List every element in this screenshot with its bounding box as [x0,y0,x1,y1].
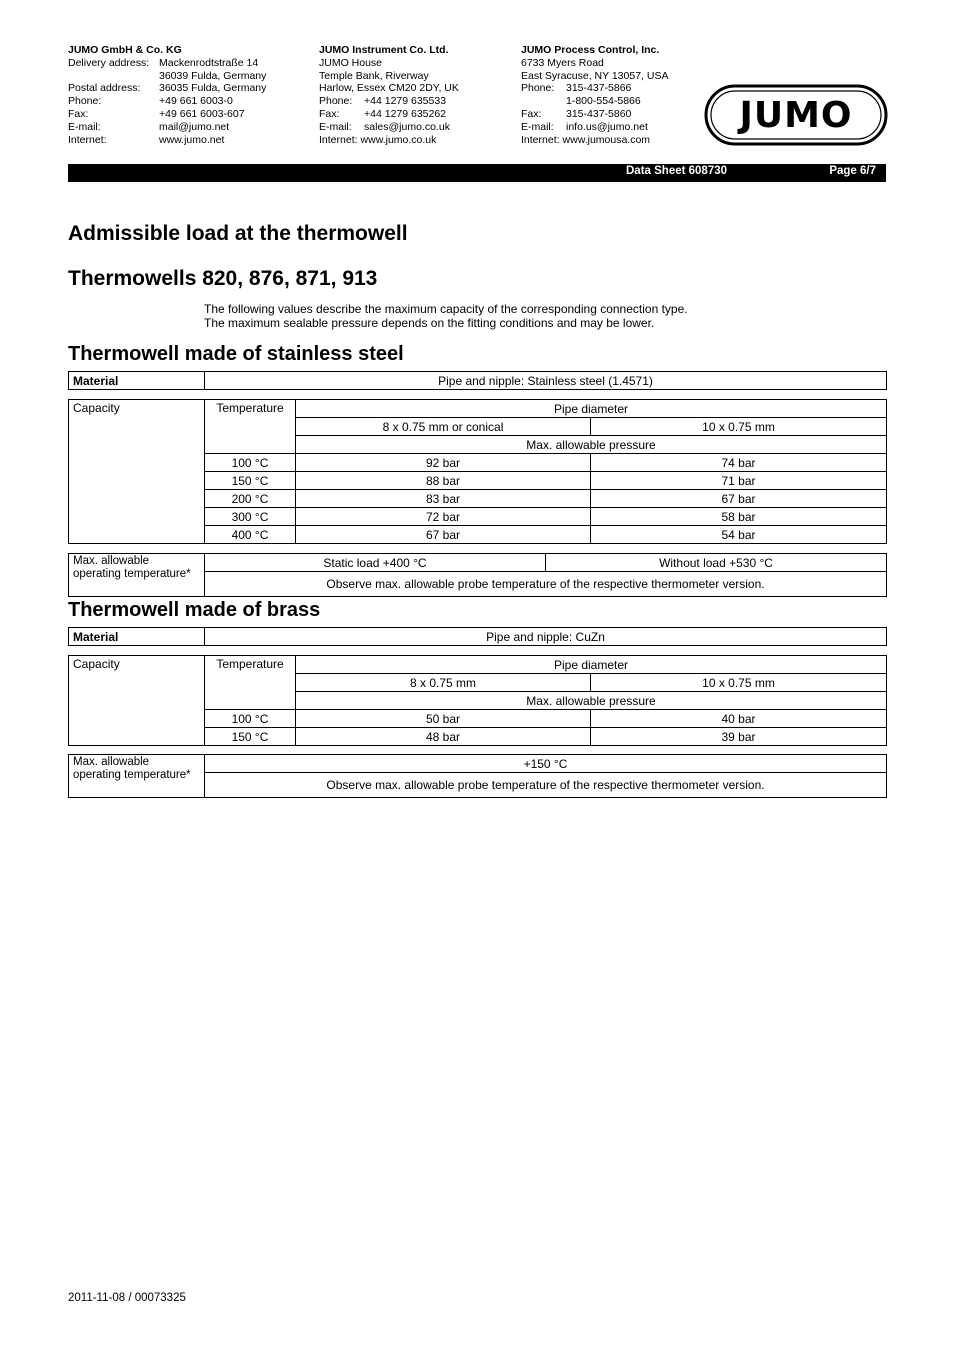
material-label: Material [69,372,205,390]
address-key: Fax: [68,107,89,120]
temperature-cell: 100 °C [205,454,296,472]
table-row [69,656,887,674]
pressure-cell: 50 bar [296,710,591,728]
datasheet-bar [68,164,886,182]
address-key: E-mail: [68,120,101,133]
logo-text: JUMO [739,95,853,136]
address-key: Postal address: [68,82,141,95]
steel-material-table [68,371,887,390]
steel-capacity-table [68,399,887,544]
address-row [68,82,266,95]
address-key: Phone: [319,95,353,108]
pressure-cell: 54 bar [591,526,887,544]
pipe-diameter-header: Pipe diameter [296,656,887,674]
diameter-header: 8 x 0.75 mm [296,674,591,692]
operating-temperature-label: Max. allowable operating temperature* [69,554,205,597]
temperature-cell: 200 °C [205,490,296,508]
intro-line: The following values describe the maximum capacity of the corresponding connection type. [204,302,688,316]
brass-material-table [68,627,887,646]
address-row [319,134,459,147]
address-value: 36035 Fulda, Germany [159,82,267,95]
address-value: +44 1279 635533 [364,95,447,108]
page-subtitle: Thermowells 820, 876, 871, 913 [68,267,378,290]
temperature-cell: 100 °C [205,710,296,728]
address-key: Internet: [319,133,358,146]
material-value: Pipe and nipple: CuZn [205,628,887,646]
address-key [68,70,159,83]
pressure-cell: 88 bar [296,472,591,490]
temperature-header: Temperature [205,656,296,710]
capacity-label: Capacity [69,656,205,746]
address-key: Fax: [521,107,542,120]
pressure-cell: 67 bar [296,526,591,544]
brass-operating-table [68,754,887,798]
table-row [69,400,887,418]
section-heading-steel: Thermowell made of stainless steel [68,343,404,365]
temperature-cell: 300 °C [205,508,296,526]
address-row [68,57,266,70]
address-key: Fax: [319,107,340,120]
intro-text [204,303,688,330]
max-pressure-header: Max. allowable pressure [296,692,887,710]
data-sheet-number: Data Sheet 608730 [626,165,728,177]
address-row [68,95,266,108]
pressure-cell: 48 bar [296,728,591,746]
diameter-header: 10 x 0.75 mm [591,674,887,692]
email-link[interactable]: sales@jumo.co.uk [364,120,450,133]
address-row [319,121,459,134]
address-line: Temple Bank, Riverway [319,69,429,82]
address-row [521,134,668,147]
pressure-cell: 74 bar [591,454,887,472]
jumo-logo [704,84,888,146]
address-value: +49 661 6003-0 [159,95,233,108]
address-line: JUMO House [319,56,383,69]
address-key [521,95,566,108]
address-line: East Syracuse, NY 13057, USA [521,69,669,82]
pressure-cell: 72 bar [296,508,591,526]
address-row [68,134,266,147]
pressure-cell: 67 bar [591,490,887,508]
observe-note: Observe max. allowable probe temperature of the respective thermometer version. [205,572,887,597]
company-name: JUMO Process Control, Inc. [521,44,660,56]
address-value: 315-437-5860 [566,107,632,120]
footer-date-code: 2011-11-08 / 00073325 [68,1292,186,1304]
address-row [319,95,459,108]
material-value: Pipe and nipple: Stainless steel (1.4571) [205,372,887,390]
address-row [68,70,266,83]
address-row [319,108,459,121]
address-key: Internet: [68,133,107,146]
address-row [521,95,668,108]
company-name: JUMO Instrument Co. Ltd. [319,44,449,56]
observe-note: Observe max. allowable probe temperature of the respective thermometer version. [205,773,887,798]
address-row [68,121,266,134]
website-link[interactable]: www.jumo.net [159,133,225,146]
without-load-cell: Without load +530 °C [546,554,887,572]
static-load-cell: Static load +400 °C [205,554,546,572]
address-germany [68,44,266,146]
address-key: E-mail: [521,120,554,133]
capacity-label: Capacity [69,400,205,544]
address-line: 6733 Myers Road [521,56,604,69]
table-row [69,372,887,390]
address-usa [521,44,668,146]
pressure-cell: 92 bar [296,454,591,472]
pipe-diameter-header: Pipe diameter [296,400,887,418]
page-number: Page 6/7 [829,165,876,177]
address-key: E-mail: [319,120,352,133]
temperature-header: Temperature [205,400,296,454]
table-row [69,554,887,572]
page-title: Admissible load at the thermowell [68,222,408,245]
brass-capacity-table [68,655,887,746]
address-key: Delivery address: [68,56,150,69]
max-pressure-header: Max. allowable pressure [296,436,887,454]
table-row [69,755,887,773]
pressure-cell: 58 bar [591,508,887,526]
steel-operating-table [68,553,887,597]
address-value: 315-437-5866 [566,82,632,95]
address-row [521,82,668,95]
section-heading-brass: Thermowell made of brass [68,599,321,621]
address-key: Phone: [521,82,555,95]
pressure-cell: 71 bar [591,472,887,490]
address-row [68,108,266,121]
address-row [521,108,668,121]
address-uk [319,44,459,146]
diameter-header: 8 x 0.75 mm or conical [296,418,591,436]
address-key: Phone: [68,95,102,108]
intro-line: The maximum sealable pressure depends on the fitting conditions and may be lower. [204,315,655,330]
address-value: 36039 Fulda, Germany [159,69,267,82]
address-value: Mackenrodtstraße 14 [159,56,259,69]
email-link[interactable]: info.us@jumo.net [566,120,648,133]
temperature-cell: 150 °C [205,728,296,746]
pressure-cell: 40 bar [591,710,887,728]
address-value: +44 1279 635262 [364,107,447,120]
address-value: +49 661 6003-607 [159,107,245,120]
material-label: Material [69,628,205,646]
diameter-header: 10 x 0.75 mm [591,418,887,436]
table-row [69,628,887,646]
temperature-cell: 400 °C [205,526,296,544]
address-row [521,121,668,134]
email-link[interactable]: mail@jumo.net [159,120,230,133]
pressure-cell: 39 bar [591,728,887,746]
temperature-cell: 150 °C [205,472,296,490]
website-link[interactable]: www.jumo.co.uk [360,133,437,146]
pressure-cell: 83 bar [296,490,591,508]
address-key: Internet: [521,133,560,146]
company-name: JUMO GmbH & Co. KG [68,44,182,56]
website-link[interactable]: www.jumousa.com [562,133,651,146]
address-line: Harlow, Essex CM20 2DY, UK [319,82,459,95]
operating-temperature-value: +150 °C [205,755,887,773]
address-value: 1-800-554-5866 [566,95,641,108]
operating-temperature-label: Max. allowable operating temperature* [69,755,205,798]
